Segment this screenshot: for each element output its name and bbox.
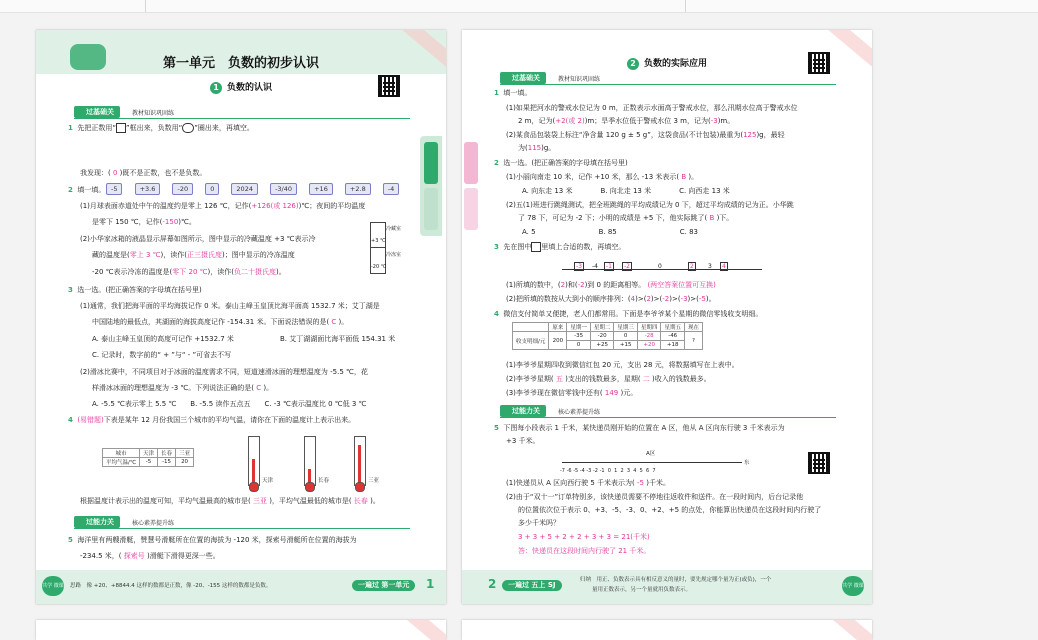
qr-code-icon[interactable] <box>808 452 830 474</box>
number-chip[interactable]: +3.6 <box>135 183 161 195</box>
document-page-2[interactable] <box>462 30 872 604</box>
thermometer-label: 长春 <box>318 478 330 484</box>
level-banner: 过基础关 <box>74 106 120 118</box>
section-title-text: 负数的认识 <box>226 83 272 93</box>
qr-code-icon[interactable] <box>808 52 830 74</box>
footer-note-line2: 量用正数表示，另一个量就用负数表示。 <box>592 587 692 593</box>
question-1: 1 填一填。 <box>494 89 532 97</box>
numline-label: 0 <box>658 263 662 270</box>
q2-1: (1)小丽向南走 10 米，记作 +10 米，那么 -13 米表示( B )。 <box>506 173 699 181</box>
unit-title: 第一单元 负数的初步认识 <box>162 56 319 71</box>
q3-1-option-b: B. 艾丁湖湖面比海平面低 154.31 米 <box>280 335 396 343</box>
question-3: 3 先在图中 里填上合适的数，再填空。 <box>494 243 626 251</box>
banner-subtitle: 教材知识巩固练 <box>558 76 601 83</box>
foot-logo: 共学 微课 <box>842 576 864 596</box>
number-chips <box>106 176 406 195</box>
q2-2-line2: 了 78 下，可记为 -2 下；小明的成绩是 +5 下，他实际跳了( B )下。 <box>518 214 734 222</box>
numline-box: -2 <box>624 263 630 270</box>
footer-note: 思路 像 +20、+8844.4 这样的数都是正数，像 -20、-155 这样的数都是负数。 <box>70 583 272 589</box>
q3-2: (2)把所填的数按从大到小的顺序排列：(4)>(2)>(-2)>(-3)>(-5)。 <box>506 295 716 303</box>
q3-2-options: A. -5.5 ℃表示零上 5.5 ℃ B. -5.5 读作五点五 C. -3 ℃表示温度比 0 ℃低 3 ℃ <box>92 400 367 408</box>
q5-2-line3: 多少千米吗？ <box>518 519 560 527</box>
q2-2-options: A. 5 B. 85 C. 83 <box>522 228 698 236</box>
q2-1-line2: 是零下 150 ℃，记作(-150)℃。 <box>92 218 196 226</box>
side-tab-strip <box>420 136 442 236</box>
question-2: 2 选一选。(把正确答案的字母填在括号里) <box>494 159 628 167</box>
q5-calculation: 3 + 3 + 5 + 2 + 2 + 3 + 3 = 21(千米) <box>518 533 650 541</box>
foot-logo: 共学 微课 <box>42 576 64 596</box>
footer-note-line1: 归纳 用正、负数表示具有相反意义的量时，要先规定哪个量为正(或负)，一个 <box>580 577 772 583</box>
page-number: 2 <box>488 577 497 591</box>
q5-line2: -234.5 米，( 探索号 )滑艇下滑得更深一些。 <box>80 552 220 560</box>
table-row: 原来 星期一 星期二 星期三 星期四 星期五 现在 <box>513 323 703 332</box>
page-number: 1 <box>426 577 435 591</box>
number-chip[interactable]: +16 <box>309 183 333 195</box>
numline-box: 4 <box>722 263 726 270</box>
q4-1: (1)李爷爷星期四收到微信红包 20 元，支出 28 元，将数据填写在上表中。 <box>506 361 739 369</box>
question-3: 3 选一选。(把正确答案的字母填在括号里) <box>68 286 202 294</box>
qr-code-icon[interactable] <box>378 75 400 97</box>
question-4: 4 (易错题)下表是某年 12 月份我国三个城市的平均气温，请你在下面的温度计上表示出来。 <box>68 416 356 424</box>
q3-1-line2: 中国陆地的最低点，其湖面的海拔高度记作 -154.31 米。下面说法错误的是( C )。 <box>92 318 349 326</box>
section-title-text: 负数的实际应用 <box>643 59 707 69</box>
section-number: 1 <box>210 82 222 94</box>
q5-2-line1: (2)由于“双十一”订单特别多，该快递员需要不停地往返收件和送件。在一段时间内，后台记录他 <box>506 493 804 501</box>
q5-line2: +3 千米。 <box>506 437 540 445</box>
temperature-table <box>102 448 194 467</box>
thermometer-tianjin <box>248 436 260 486</box>
fridge-cold-value: +3 ℃ <box>371 238 386 244</box>
table-row: 收支明细/元 200 -35 -20 0 -28 -46 ? <box>513 332 703 341</box>
numline-box: 2 <box>690 263 694 270</box>
q2-2-line3: -20 ℃表示冷冻的温度是(零下 20 ℃)，读作(负二十摄氏度)。 <box>92 268 286 276</box>
numline-box: -1 <box>606 263 612 270</box>
number-chip[interactable]: +2.8 <box>345 183 371 195</box>
question-1: 1 先把正数用“ ”框出来，负数用“ ”圈出来，再填空。 <box>68 124 254 132</box>
q3-1-option-c: C. 记录时，数字前的“ + ”与“ - ”可省去不写 <box>92 351 232 359</box>
number-chip[interactable]: 2024 <box>231 183 258 195</box>
q1-2-line2: 为(115)g。 <box>518 144 556 152</box>
table-row: 平均气温/℃ -5 -15 20 <box>103 458 194 467</box>
side-tab[interactable] <box>464 142 478 184</box>
question-5: 5 下图每小段表示 1 千米，某快递员刚开始的位置在 A 区，他从 A 区向东行驶 3 千米表示为 <box>494 424 785 432</box>
question-2: 2 填一填。 <box>68 186 106 194</box>
number-chip[interactable]: 0 <box>205 183 219 195</box>
q5-answer: 答：快递员在这段时间内行驶了 21 千米。 <box>518 547 651 555</box>
question-4: 4 微信支付简单又便捷，老人们都常用。下面是李爷爷某个星期的微信零钱收支明细。 <box>494 310 763 318</box>
q1-finding: 我发现：( 0 )既不是正数，也不是负数。 <box>80 169 207 177</box>
q4-2: (2)李爷爷星期( 五 )支出的钱数最多，星期( 二 )收入的钱数最多。 <box>506 375 711 383</box>
corner-ribbon <box>400 620 446 640</box>
q4-conclusion: 根据温度计表示出的温度可知，平均气温最高的城市是( 三亚 )，平均气温最低的城市是( 长春 )。 <box>80 497 380 505</box>
number-chip[interactable]: -3/40 <box>270 183 297 195</box>
document-page-4[interactable] <box>462 620 872 640</box>
numline-a-label: A区 <box>646 451 656 457</box>
corner-ribbon <box>826 620 872 640</box>
banner-subtitle: 核心素养提升练 <box>132 520 175 527</box>
numline-ticks: -7 -6 -5 -4 -3 -2 -1 0 1 2 3 4 5 6 7 <box>560 468 656 474</box>
table-row: 0 +25 +15 +20 +18 <box>513 341 703 350</box>
thermometer-sanya <box>354 436 366 486</box>
q3-2-line1: (2)滑冰比赛中，不同项目对于冰面的温度需求不同，短道速滑冰面的理想温度为 -5.5 ℃，花 <box>80 368 368 376</box>
document-page-3[interactable] <box>36 620 446 640</box>
number-chip[interactable]: -5 <box>106 183 122 195</box>
footer-badge: 一遍过 第一单元 <box>352 580 415 591</box>
q2-1-options: A. 向东走 13 米 B. 向北走 13 米 C. 向西走 13 米 <box>522 187 730 195</box>
thermometer-label: 三亚 <box>368 478 380 484</box>
fridge-cold-label: 冷藏室 <box>386 226 402 232</box>
table-row: 城市 天津 长春 三亚 <box>103 449 194 458</box>
q2-1-line1: (1)月球表面赤道处中午的温度约是零上 126 ℃，记作(+126(或 126))℃；夜间的平均温度 <box>80 202 366 210</box>
q5-2-line2: 的位置依次位于表示 0、+3、-5、-3、0、+2、+5 的点处，你能算出快递员在这段时间内行驶了 <box>518 506 822 514</box>
number-chip[interactable]: -4 <box>383 183 399 195</box>
wallet-table <box>512 322 703 350</box>
q2-2-line1: (2)小华家冰箱的液晶显示屏幕如图所示，图中显示的冷藏温度 +3 ℃表示冷 <box>80 235 316 243</box>
level-banner: 过基础关 <box>500 72 546 84</box>
number-chip[interactable]: -20 <box>172 183 193 195</box>
thermometer-label: 天津 <box>262 478 274 484</box>
side-tab-strip <box>462 136 484 236</box>
q5-1: (1)快递员从 A 区向西行驶 5 千米表示为( -5 )千米。 <box>506 479 670 487</box>
numline-label: 3 <box>708 263 712 270</box>
viewer-toolbar <box>0 0 1038 13</box>
fridge-freeze-value: -20 ℃ <box>371 264 387 270</box>
q4-3: (3)李爷爷现在微信零钱中还有( 149 )元。 <box>506 389 638 397</box>
banner-rule <box>500 84 836 85</box>
section-number: 2 <box>627 58 639 70</box>
banner-subtitle: 核心素养提升练 <box>558 409 601 416</box>
banner-rule <box>500 417 836 418</box>
q1-2-line1: (2)某食品包装袋上标注“净含量 120 g ± 5 g”，这袋食品(不计包装)最重为(125)g，最轻 <box>506 131 785 139</box>
banner-rule <box>74 118 410 119</box>
toolbar-divider <box>685 0 686 12</box>
level-banner: 过能力关 <box>500 405 546 417</box>
number-line <box>562 462 742 463</box>
q3-1-line1: (1)通常，我们把海平面的平均海拔记作 0 米。泰山主峰玉皇顶比海平面高 1532.7 米；艾丁湖是 <box>80 302 380 310</box>
side-tab[interactable] <box>424 142 438 184</box>
q1-1-line2: 2 m，记为(+2(或 2))m；旱季水位低于警戒水位 3 m，记为(-3)m。 <box>518 117 735 125</box>
toolbar-divider <box>145 0 146 12</box>
q2-2-line1: (2)五(1)班进行跳绳测试，把全班跳绳的平均成绩记为 0 下，超过平均成绩的记为正。小华跳 <box>506 201 794 209</box>
side-tab[interactable] <box>424 188 438 230</box>
q1-1-line1: (1)如果把河水的警戒水位记为 0 m，正数表示水面高于警戒水位，那么汛期水位高于警戒水位 <box>506 104 798 112</box>
level-banner: 过能力关 <box>74 516 120 528</box>
footer-badge: 一遍过 五上 SJ <box>502 580 562 591</box>
document-page-1[interactable] <box>36 30 446 604</box>
q3-1-option-a: A. 泰山主峰玉皇顶的高度可记作 +1532.7 米 <box>92 335 234 343</box>
fridge-freeze-label: 冷冻室 <box>386 252 402 258</box>
side-tab[interactable] <box>464 188 478 230</box>
banner-subtitle: 教材知识巩固练 <box>132 110 175 117</box>
question-5: 5 海洋里有两艘滑艇，赞慧号滑艇所在位置的海拔为 -120 米，探索号滑艇所在位置的海拔为 <box>68 536 357 544</box>
numline-box: -3 <box>576 263 582 270</box>
numline-east-label: 东 <box>744 460 750 466</box>
thermometer-changchun <box>304 436 316 486</box>
q3-2-line2: 样滑冰冰面的理想温度为 -3 ℃。下列说法正确的是( C )。 <box>92 384 274 392</box>
q2-2-line2: 藏的温度是(零上 3 ℃)，读作(正三摄氏度)；图中显示的冷冻温度 <box>92 251 295 259</box>
banner-rule <box>74 528 410 529</box>
numline-label: -4 <box>592 263 598 270</box>
q3-1: (1)所填的数中，(2)和(-2)到 0 的距离相等。 (两空答案位置可互换) <box>506 281 716 289</box>
